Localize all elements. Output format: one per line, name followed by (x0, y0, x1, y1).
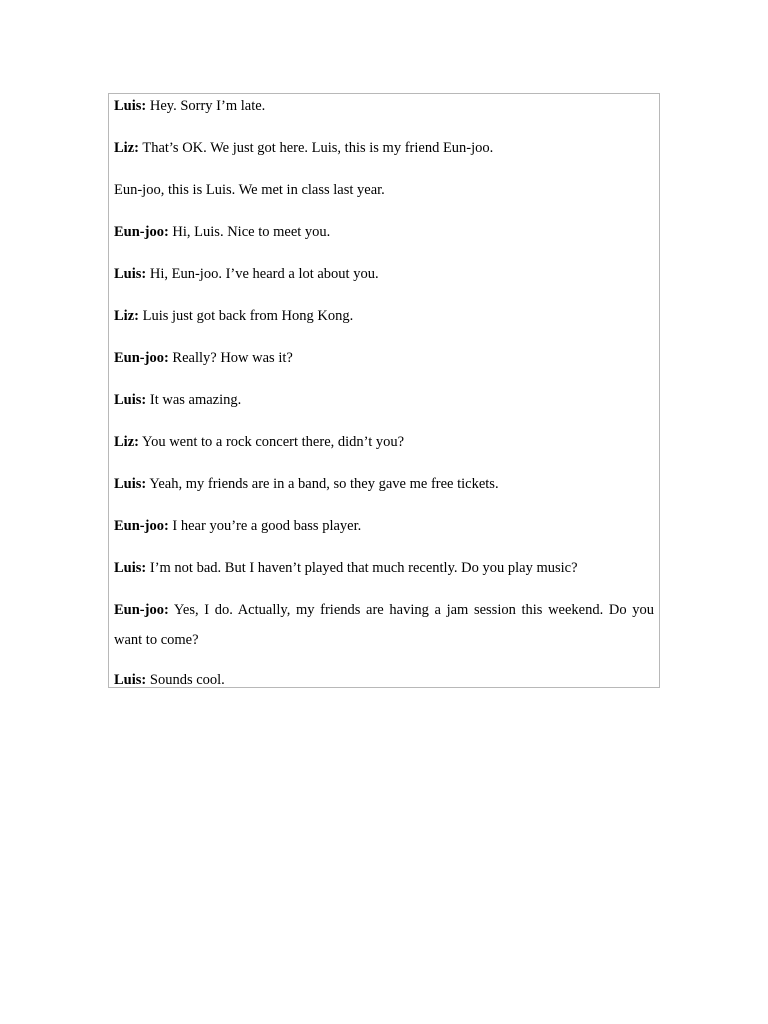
speaker-name: Liz: (114, 308, 139, 324)
speaker-name: Liz: (114, 434, 139, 450)
dialogue-line (114, 427, 654, 457)
dialogue-line (114, 259, 654, 289)
dialogue-line (114, 469, 654, 499)
dialogue-line (114, 301, 654, 331)
speaker-name: Eun-joo: (114, 518, 169, 534)
dialogue-text: I’m not bad. But I haven’t played that much recently. Do you play music? (146, 560, 578, 576)
dialogue-text: I hear you’re a good bass player. (168, 518, 362, 534)
speaker-name: Luis: (114, 98, 147, 114)
dialogue-text: Hey. Sorry I’m late. (146, 98, 266, 114)
speaker-name: Luis: (114, 392, 147, 408)
dialogue-text: Yeah, my friends are in a band, so they gave me free tickets. (146, 476, 499, 492)
dialogue-line (114, 553, 654, 583)
dialogue-text: That’s OK. We just got here. Luis, this is my friend Eun-joo. (138, 140, 494, 156)
dialogue-text: Luis just got back from Hong Kong. (138, 308, 354, 324)
dialogue-line (114, 343, 654, 373)
dialogue-text: Really? How was it? (168, 350, 293, 366)
dialogue-text: You went to a rock concert there, didn’t you? (138, 434, 405, 450)
speaker-name: Luis: (114, 476, 147, 492)
dialogue-line (114, 665, 654, 695)
speaker-name: Luis: (114, 266, 147, 282)
dialogue-text: Hi, Luis. Nice to meet you. (168, 224, 331, 240)
dialogue-line (114, 175, 654, 205)
speaker-name: Eun-joo: (114, 602, 169, 618)
dialogue-line (114, 217, 654, 247)
dialogue-line (114, 511, 654, 541)
speaker-name: Liz: (114, 140, 139, 156)
dialogue-line (114, 133, 654, 163)
dialogue-line (114, 385, 654, 415)
dialogue-box (108, 93, 660, 688)
dialogue-text: Hi, Eun-joo. I’ve heard a lot about you. (146, 266, 379, 282)
speaker-name: Eun-joo: (114, 224, 169, 240)
speaker-name: Luis: (114, 672, 147, 688)
dialogue-text: Yes, I do. Actually, my friends are having a jam session this weekend. Do you want to come? (114, 602, 654, 648)
dialogue-line (114, 91, 654, 121)
speaker-name: Luis: (114, 560, 147, 576)
dialogue-text: It was amazing. (146, 392, 242, 408)
dialogue-line (114, 595, 654, 655)
dialogue-text: Sounds cool. (146, 672, 225, 688)
dialogue-text: Eun-joo, this is Luis. We met in class last year. (114, 182, 385, 198)
speaker-name: Eun-joo: (114, 350, 169, 366)
